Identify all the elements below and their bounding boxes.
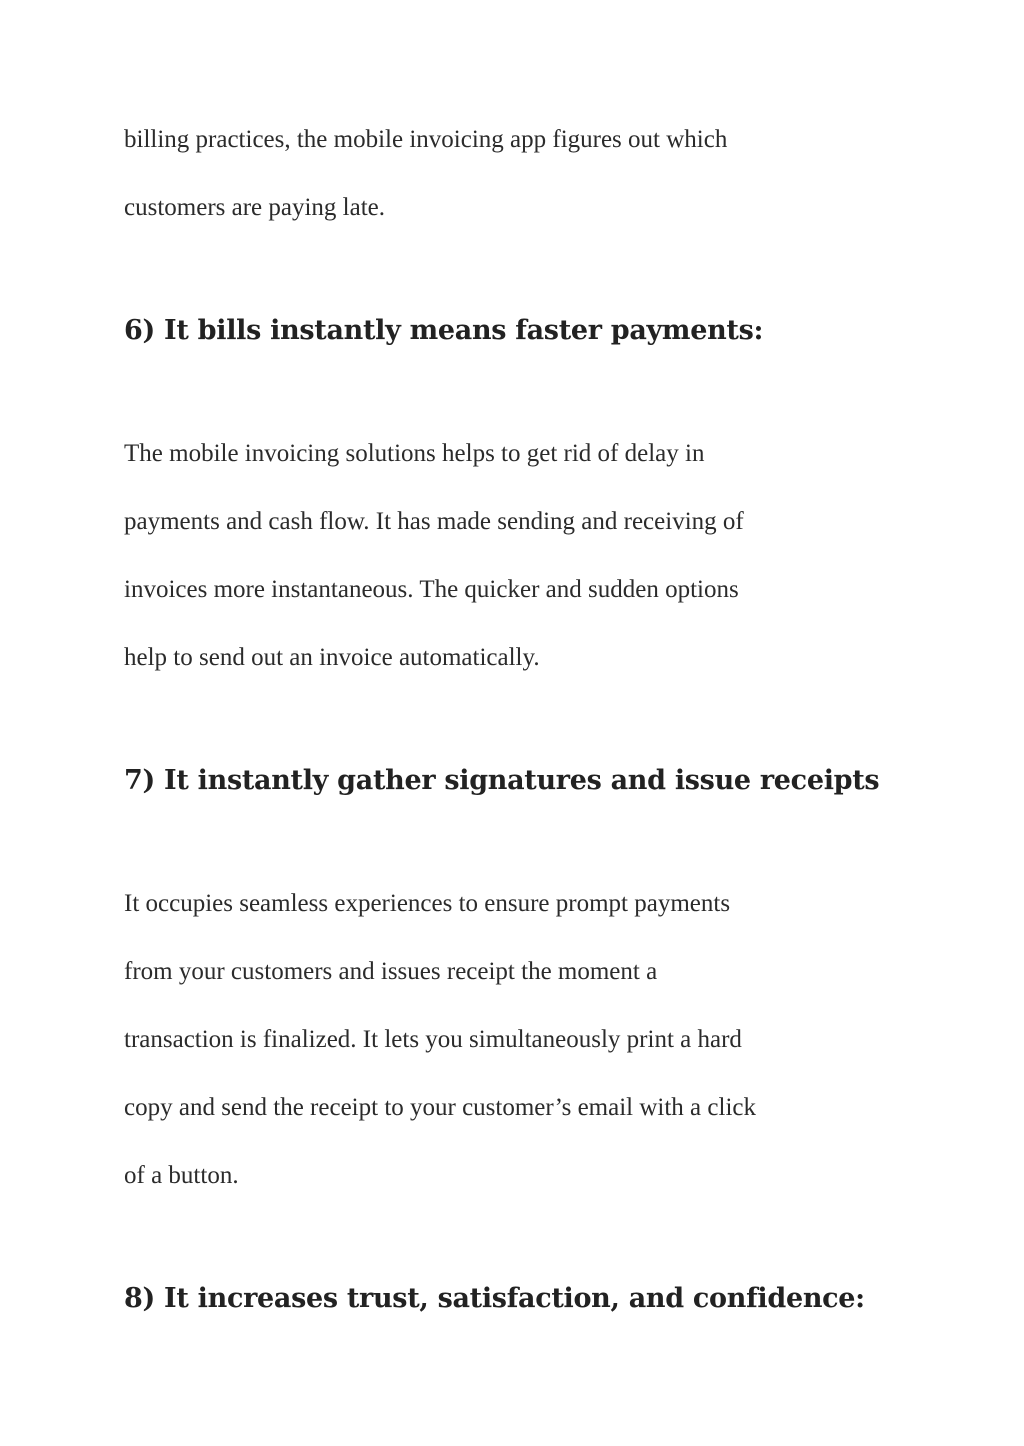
text-line: payments and cash flow. It has made sending and receiving of [124, 508, 744, 535]
text-line: of a button. [124, 1162, 239, 1189]
section-heading-8: 8) It increases trust, satisfaction, and confidence: [124, 1283, 865, 1314]
text-line: copy and send the receipt to your customer’s email with a click [124, 1094, 756, 1121]
text-line: It occupies seamless experiences to ensure prompt payments [124, 890, 731, 917]
section-heading-7: 7) It instantly gather signatures and issue receipts [124, 765, 880, 796]
text-line: transaction is finalized. It lets you simultaneously print a hard [124, 1026, 742, 1053]
text-line: from your customers and issues receipt the moment a [124, 958, 658, 985]
paragraph-signatures-receipts [124, 870, 914, 1210]
text-line: The mobile invoicing solutions helps to get rid of delay in [124, 440, 705, 467]
paragraph-faster-payments [124, 420, 914, 692]
section-heading-6: 6) It bills instantly means faster payments: [124, 315, 764, 346]
text-line: invoices more instantaneous. The quicker and sudden options [124, 576, 739, 603]
text-line: customers are paying late. [124, 194, 386, 221]
text-line: help to send out an invoice automatically. [124, 644, 540, 671]
text-line: billing practices, the mobile invoicing app figures out which [124, 126, 728, 153]
paragraph-late-payments [124, 106, 914, 242]
